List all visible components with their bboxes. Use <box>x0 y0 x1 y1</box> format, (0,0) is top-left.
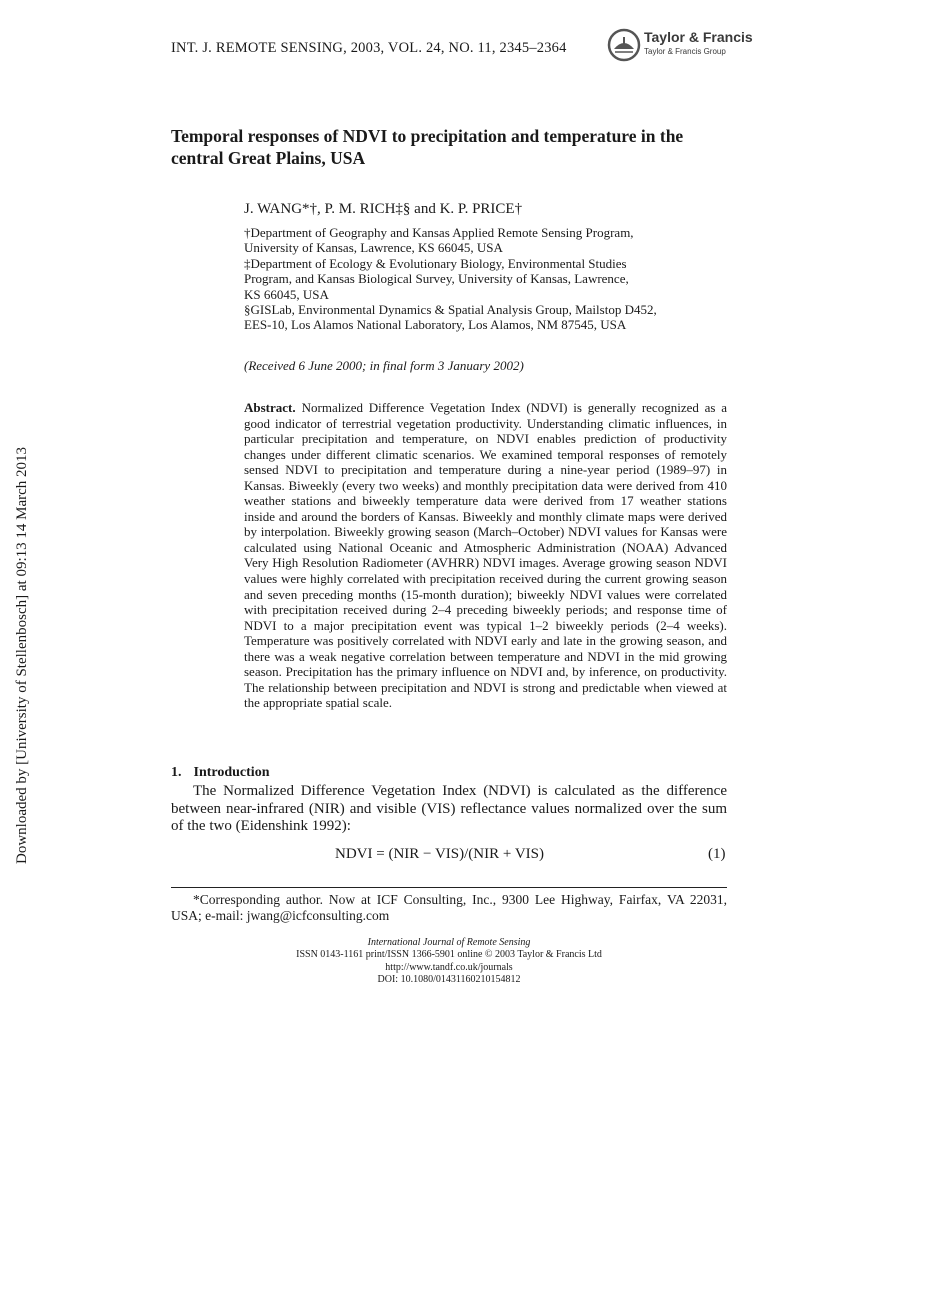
section-number: 1. <box>171 765 182 780</box>
affiliation-line: EES-10, Los Alamos National Laboratory, Los Alamos, NM 87545, USA <box>244 317 627 333</box>
publisher-emblem-icon <box>606 27 642 63</box>
footnote: *Corresponding author. Now at ICF Consulting, Inc., 9300 Lee Highway, Fairfax, VA 22031, USA; e-mail: jwang@icfconsulting.com <box>171 892 727 923</box>
abstract-text: Normalized Difference Vegetation Index (NDVI) is generally recognized as a good indicator of terrestrial vegetation productivity. Understanding climatic influences, in particular precipitation and temperature, on NDVI enables prediction of productivity changes under different climatic scenarios. We examined temporal responses of remotely sensed NDVI to precipitation and temperature during a nine-year period (1989–97) in Kansas. Biweekly (every two weeks) and monthly precipitation data were derived from 410 weather stations and biweekly temperature data were derived from 17 weather stations inside and around the borders of Kansas. Biweekly and monthly climate maps were derived by interpolation. Biweekly growing season (March–October) NDVI values for Kansas were calculated using National Oceanic and Atmospheric Administration (NOAA) Advanced Very High Resolution Radiometer (AVHRR) NDVI images. Average growing season NDVI values were highly correlated with precipitation received during the current growing season and seven preceding months (15-month duration); biweekly NDVI values were correlated with precipitation received during 2–4 preceding biweekly periods; and response time of NDVI to a major precipitation event was typical 1–2 biweekly periods (2–4 weeks). Temperature was positively correlated with NDVI early and late in the growing season, and there was a weak negative correlation between temperature and NDVI in the mid growing season. Precipitation has the primary influence on NDVI and, by inference, on productivity. The relationship between precipitation and NDVI is strong and predictable when viewed at the appropriate spatial scale. <box>244 400 727 711</box>
journal-url: http://www.tandf.co.uk/journals <box>385 961 513 973</box>
doi: DOI: 10.1080/01431160210154812 <box>377 973 521 985</box>
affiliation-line: §GISLab, Environmental Dynamics & Spatial Analysis Group, Mailstop D452, <box>244 302 657 318</box>
author-list: J. WANG*†, P. M. RICH‡§ and K. P. PRICE† <box>244 201 523 217</box>
affiliation-line: KS 66045, USA <box>244 286 329 302</box>
article-title: Temporal responses of NDVI to precipitation and temperature in the central Great Plains, USA <box>171 126 684 168</box>
publisher-group: Taylor & Francis Group <box>644 47 726 56</box>
download-watermark: Downloaded by [University of Stellenbosch] at 09:13 14 March 2013 <box>14 446 30 864</box>
journal-name: International Journal of Remote Sensing <box>367 937 531 948</box>
abstract-label: Abstract. <box>244 400 296 415</box>
abstract <box>244 400 727 711</box>
equation: NDVI = (NIR − VIS)/(NIR + VIS) <box>335 846 544 862</box>
issn-line: ISSN 0143-1161 print/ISSN 1366-5901 online © 2003 Taylor & Francis Ltd <box>296 949 602 961</box>
affiliations <box>244 225 734 333</box>
publisher-name: Taylor & Francis <box>644 29 753 45</box>
publication-info <box>171 937 727 986</box>
affiliation-line: University of Kansas, Lawrence, KS 66045, USA <box>244 240 503 256</box>
section-title: Introduction <box>193 765 270 780</box>
footnote-divider <box>171 887 727 888</box>
journal-reference: INT. J. REMOTE SENSING, 2003, VOL. 24, NO. 11, 2345–2364 <box>171 40 567 56</box>
intro-paragraph: The Normalized Difference Vegetation Index (NDVI) is calculated as the difference between near-infrared (NIR) and visible (VIS) reflectance values normalized over the sum of the two (Eidenshink 1992): <box>171 783 727 835</box>
section-heading <box>171 765 269 781</box>
affiliation-line: †Department of Geography and Kansas Applied Remote Sensing Program, <box>244 225 634 240</box>
equation-number: (1) <box>708 846 726 862</box>
affiliation-line: Program, and Kansas Biological Survey, University of Kansas, Lawrence, <box>244 271 629 287</box>
received-dates: (Received 6 June 2000; in final form 3 January 2002) <box>244 358 524 373</box>
affiliation-line: ‡Department of Ecology & Evolutionary Biology, Environmental Studies <box>244 255 627 271</box>
publisher-logo <box>606 27 753 63</box>
